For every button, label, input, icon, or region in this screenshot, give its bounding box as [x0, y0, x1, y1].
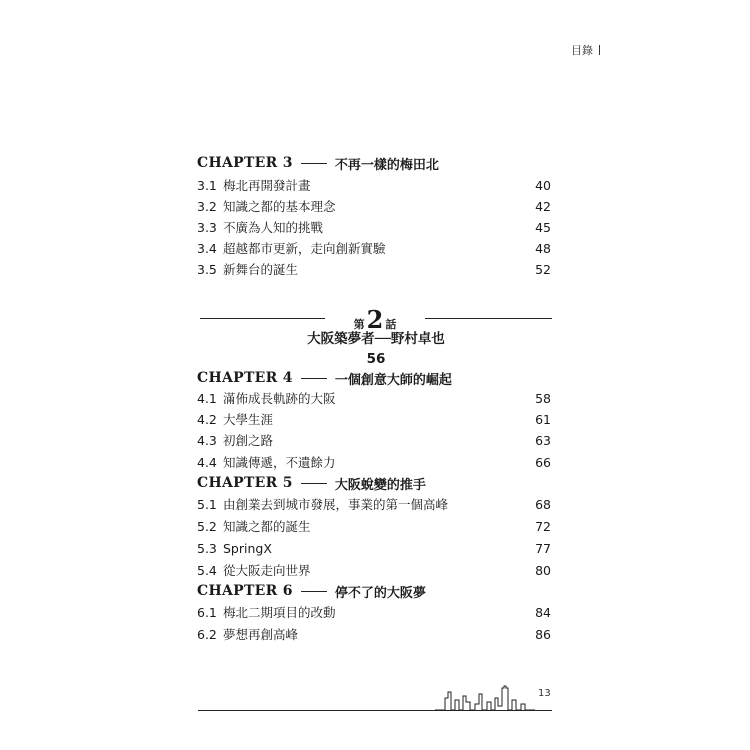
toc-entry[interactable] — [197, 217, 551, 237]
part-title[interactable]: 大阪築夢者──野村卓也 — [307, 331, 445, 347]
entry-page: 77 — [535, 540, 551, 556]
entry-number: 4.2 — [197, 412, 217, 427]
entry-number: 5.2 — [197, 519, 217, 534]
toc-entry[interactable] — [197, 538, 551, 558]
entry-title: 梅北二期項目的改動 — [223, 605, 336, 620]
chapter-label: CHAPTER 5 — [197, 475, 293, 491]
entry-title: 大學生涯 — [223, 412, 274, 427]
entry-page: 48 — [535, 240, 551, 256]
page-header — [500, 40, 600, 60]
toc-entry[interactable] — [197, 430, 551, 450]
entry-number: 3.3 — [197, 220, 217, 235]
entry-title: 不廣為人知的挑戰 — [223, 220, 324, 235]
chapter-heading — [197, 367, 557, 389]
toc-entry[interactable] — [197, 238, 551, 258]
part-page: 56 — [366, 351, 386, 367]
entry-page: 86 — [535, 626, 551, 642]
entry-number: 4.1 — [197, 391, 217, 406]
toc-entry[interactable] — [197, 409, 551, 429]
chapter-dash — [301, 378, 327, 379]
toc-entry[interactable] — [197, 602, 551, 622]
toc-entry[interactable] — [197, 196, 551, 216]
part-prefix: 第 — [353, 318, 365, 331]
entry-title: 新舞台的誕生 — [223, 262, 299, 277]
entry-number: 4.3 — [197, 433, 217, 448]
entry-title: 超越都市更新，走向創新實驗 — [223, 241, 386, 256]
entry-page: 80 — [535, 562, 551, 578]
toc-entry[interactable] — [197, 259, 551, 279]
entry-page: 58 — [535, 390, 551, 406]
skyline-illustration — [435, 682, 535, 712]
toc-entry[interactable] — [197, 388, 551, 408]
entry-page: 52 — [535, 261, 551, 277]
chapter-heading — [197, 152, 557, 174]
entry-number: 3.2 — [197, 199, 217, 214]
entry-page: 66 — [535, 454, 551, 470]
entry-page: 42 — [535, 198, 551, 214]
entry-page: 68 — [535, 496, 551, 512]
entry-title: SpringX — [223, 540, 272, 556]
toc-entry[interactable] — [197, 175, 551, 195]
chapter-label: CHAPTER 4 — [197, 370, 293, 386]
entry-number: 6.2 — [197, 627, 217, 642]
entry-number: 5.1 — [197, 497, 217, 512]
chapter-heading — [197, 580, 557, 602]
chapter-title: 大阪蛻變的推手 — [334, 477, 426, 493]
entry-number: 3.4 — [197, 241, 217, 256]
toc-entry[interactable] — [197, 624, 551, 644]
toc-entry[interactable] — [197, 516, 551, 536]
part-suffix: 話 — [385, 318, 397, 331]
entry-title: 初創之路 — [223, 433, 274, 448]
chapter-title: 不再一樣的梅田北 — [334, 157, 439, 173]
entry-title: 梅北再開發計畫 — [223, 178, 311, 193]
chapter-title: 一個創意大師的崛起 — [334, 372, 452, 388]
entry-page: 40 — [535, 177, 551, 193]
chapter-title: 停不了的大阪夢 — [334, 585, 426, 601]
chapter-dash — [301, 163, 327, 164]
chapter-label: CHAPTER 3 — [197, 155, 293, 171]
entry-page: 63 — [535, 432, 551, 448]
entry-title: 知識之都的基本理念 — [223, 199, 336, 214]
entry-title: 滿佈成長軌跡的大阪 — [223, 391, 336, 406]
entry-number: 4.4 — [197, 455, 217, 470]
toc-entry[interactable] — [197, 494, 551, 514]
entry-number: 5.3 — [197, 540, 217, 556]
entry-page: 84 — [535, 604, 551, 620]
entry-title: 由創業去到城市發展，事業的第一個高峰 — [223, 497, 449, 512]
page-number: 13 — [538, 688, 551, 699]
entry-number: 6.1 — [197, 605, 217, 620]
entry-title: 知識傳遞，不遺餘力 — [223, 455, 336, 470]
entry-number: 5.4 — [197, 563, 217, 578]
entry-page: 45 — [535, 219, 551, 235]
entry-number: 3.5 — [197, 262, 217, 277]
entry-title: 知識之都的誕生 — [223, 519, 311, 534]
entry-title: 夢想再創高峰 — [223, 627, 299, 642]
toc-entry[interactable] — [197, 452, 551, 472]
part-number: 2 — [366, 305, 384, 334]
footer-rule — [198, 710, 552, 711]
entry-title: 從大阪走向世界 — [223, 563, 311, 578]
header-divider — [599, 45, 600, 55]
chapter-dash — [301, 591, 327, 592]
header-label: 目錄 — [571, 44, 593, 57]
chapter-heading — [197, 472, 557, 494]
entry-page: 72 — [535, 518, 551, 534]
chapter-dash — [301, 483, 327, 484]
chapter-label: CHAPTER 6 — [197, 583, 293, 599]
entry-number: 3.1 — [197, 178, 217, 193]
entry-page: 61 — [535, 411, 551, 427]
toc-entry[interactable] — [197, 560, 551, 580]
